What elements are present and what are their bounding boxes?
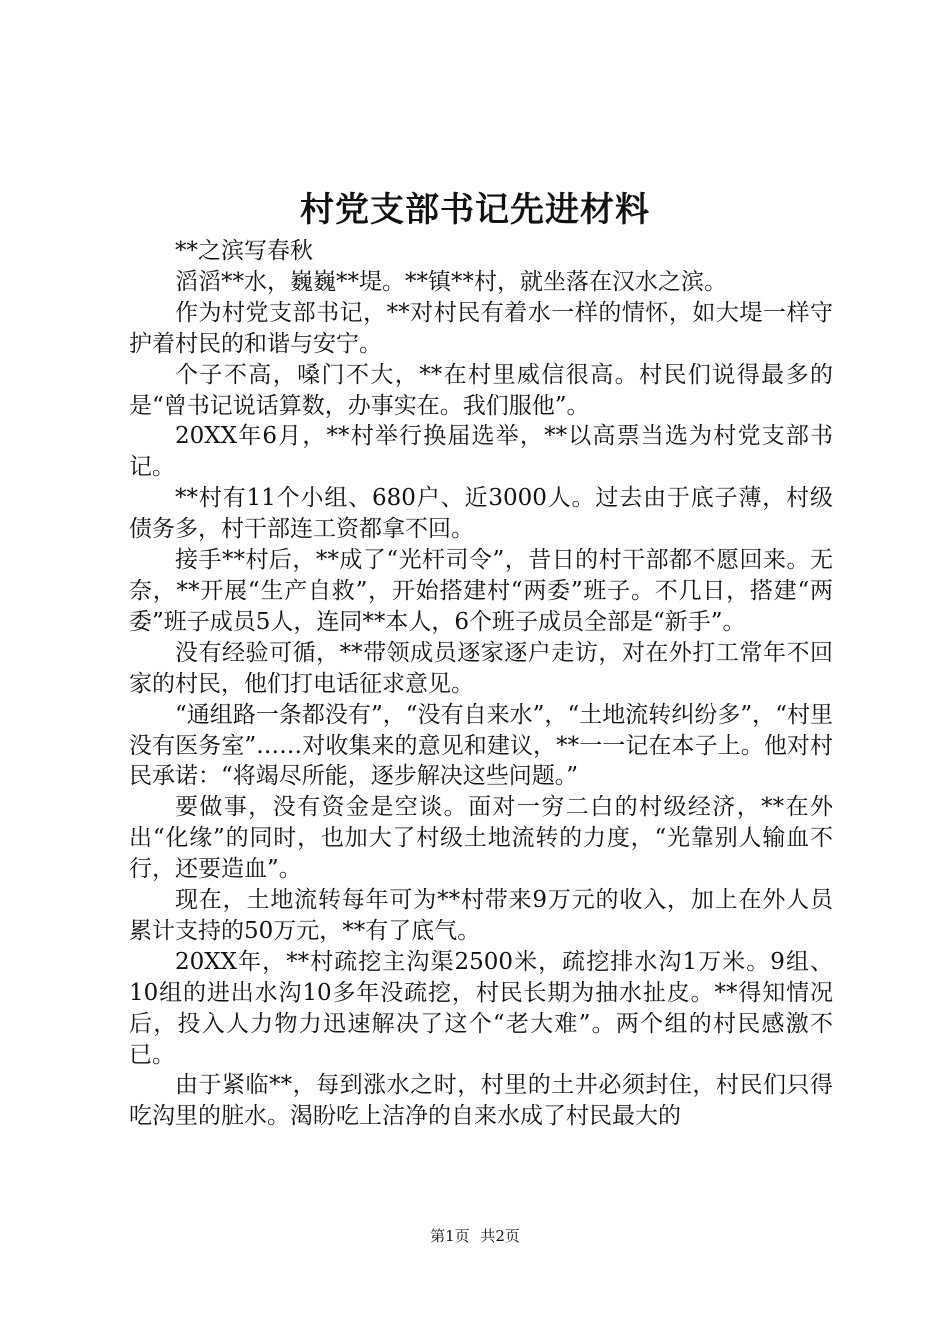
page-number-total: 共2页	[480, 1227, 520, 1245]
paragraph: 作为村党支部书记，**对村民有着水一样的情怀，如大堤一样守护着村民的和谐与安宁。	[129, 299, 833, 357]
paragraph: “通组路一条都没有”，“没有自来水”，“土地流转纠纷多”，“村里没有医务室”……对收集来的意见和建议，**一一记在本子上。他对村民承诺：“将竭尽所能，逐步解决这些问题。”	[129, 701, 833, 790]
paragraph: 20XX年6月，**村举行换届选举，**以高票当选为村党支部书记。	[129, 423, 833, 481]
page-footer	[0, 1226, 950, 1246]
document-title: 村党支部书记先进材料	[300, 190, 650, 230]
paragraph: 由于紧临**，每到涨水之时，村里的土井必须封住，村民们只得吃沟里的脏水。渴盼吃上洁净的自来水成了村民最大的	[129, 1072, 833, 1130]
paragraph: 20XX年，**村疏挖主沟渠2500米，疏挖排水沟1万米。9组、10组的进出水沟10多年没疏挖，村民长期为抽水扯皮。**得知情况后，投入人力物力迅速解决了这个“老大难”。两个组的村民感激不已。	[129, 948, 833, 1068]
document-body	[129, 236, 833, 1132]
paragraph: 现在，土地流转每年可为**村带来9万元的收入，加上在外人员累计支持的50万元，**有了底气。	[129, 887, 833, 944]
paragraph: 要做事，没有资金是空谈。面对一穷二白的村级经济，**在外出“化缘”的同时，也加大了村级土地流转的力度，“光靠别人输血不行，还要造血”。	[129, 794, 833, 883]
paragraph: 接手**村后，**成了“光杆司令”，昔日的村干部都不愿回来。无奈，**开展“生产自救”，开始搭建村“两委”班子。不几日，搭建“两委”班子成员5人，连同**本人，6个班子成员全部是“新手”。	[129, 547, 833, 635]
paragraph: 个子不高，嗓门不大，**在村里威信很高。村民们说得最多的是“曾书记说话算数，办事实在。我们服他”。	[129, 361, 833, 419]
paragraph: **村有11个小组、680户、近3000人。过去由于底子薄，村级债务多，村干部连工资都拿不回。	[129, 485, 833, 543]
paragraph: 没有经验可循，**带领成员逐家逐户走访，对在外打工常年不回家的村民，他们打电话征求意见。	[129, 639, 833, 697]
paragraph: **之滨写春秋	[175, 238, 313, 264]
page-number-current: 第1页	[430, 1227, 470, 1245]
paragraph: 滔滔**水，巍巍**堤。**镇**村，就坐落在汉水之滨。	[175, 268, 727, 295]
